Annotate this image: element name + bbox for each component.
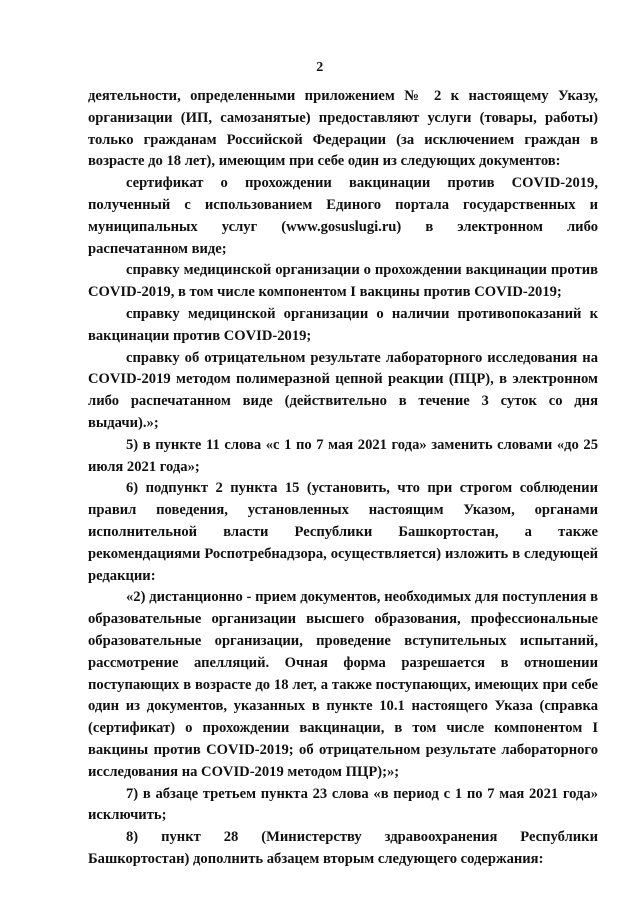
paragraph-item-6-text: «2) дистанционно - прием документов, необходимых для поступления в образовательные организации высшего образования, профессиональные образовательные организации, проведение вступительных испытаний, рассмотрение апелляций. Очная форма разрешается в отношении поступающих в возрасте до 18 лет, а также поступающих, имеющих при себе один из документов, указанных в пункте 10.1 настоящего Указа (справка (сертификат) о прохождении вакцинации, в том числе компонентом I вакцины против COVID-2019; об отрицательном результате лабораторного исследования на COVID-2019 методом ПЦР);»; <box>88 589 598 780</box>
paragraph-item-8: 8) пункт 28 (Министерству здравоохранения Республики Башкортостан) дополнить абзацем вторым следующего содержания: <box>88 829 598 867</box>
paragraph-item-5: 5) в пункте 11 слова «с 1 по 7 мая 2021 года» заменить словами «до 25 июля 2021 года»; <box>88 436 598 475</box>
paragraph-item-7: 7) в абзаце третьем пункта 23 слова «в период с 1 по 7 мая 2021 года» исключить; <box>88 785 598 824</box>
paragraph-certificate: сертификат о прохождении вакцинации против COVID-2019, полученный с использованием Единого портала государственных и муниципальных услуг (www.gosuslugi.ru) в электронном либо распечатанном виде; <box>88 175 598 257</box>
paragraph-item-6: 6) подпункт 2 пункта 15 (установить, что при строгом соблюдении правил поведения, установленных настоящим Указом, органами исполнительной власти Республики Башкортостан, а также рекомендациями Роспотребнадзора, осуществляется) изложить в следующей редакции: <box>88 480 598 584</box>
paragraph-vaccination-certificate: справку медицинской организации о прохождении вакцинации против COVID-2019, в том числе компонентом I вакцины против COVID-2019; <box>88 262 598 301</box>
page-number: 2 <box>316 60 324 75</box>
paragraph-contraindications: справку медицинской организации о наличии противопоказаний к вакцинации против COVID-2019; <box>88 305 598 344</box>
paragraph-pcr-test: справку об отрицательном результате лабораторного исследования на COVID-2019 методом полимеразной цепной реакции (ПЦР), в электронном либо распечатанном виде (действительно в течение 3 суток со дня выдачи).»; <box>88 349 598 431</box>
document-body <box>88 86 598 871</box>
paragraph-continuation: деятельности, определенными приложением № 2 к настоящему Указу, организации (ИП, самозанятые) предоставляют услуги (товары, работы) только гражданам Российской Федерации (за исключением граждан в возрасте до 18 лет), имеющим при себе один из следующих документов: <box>88 88 598 170</box>
